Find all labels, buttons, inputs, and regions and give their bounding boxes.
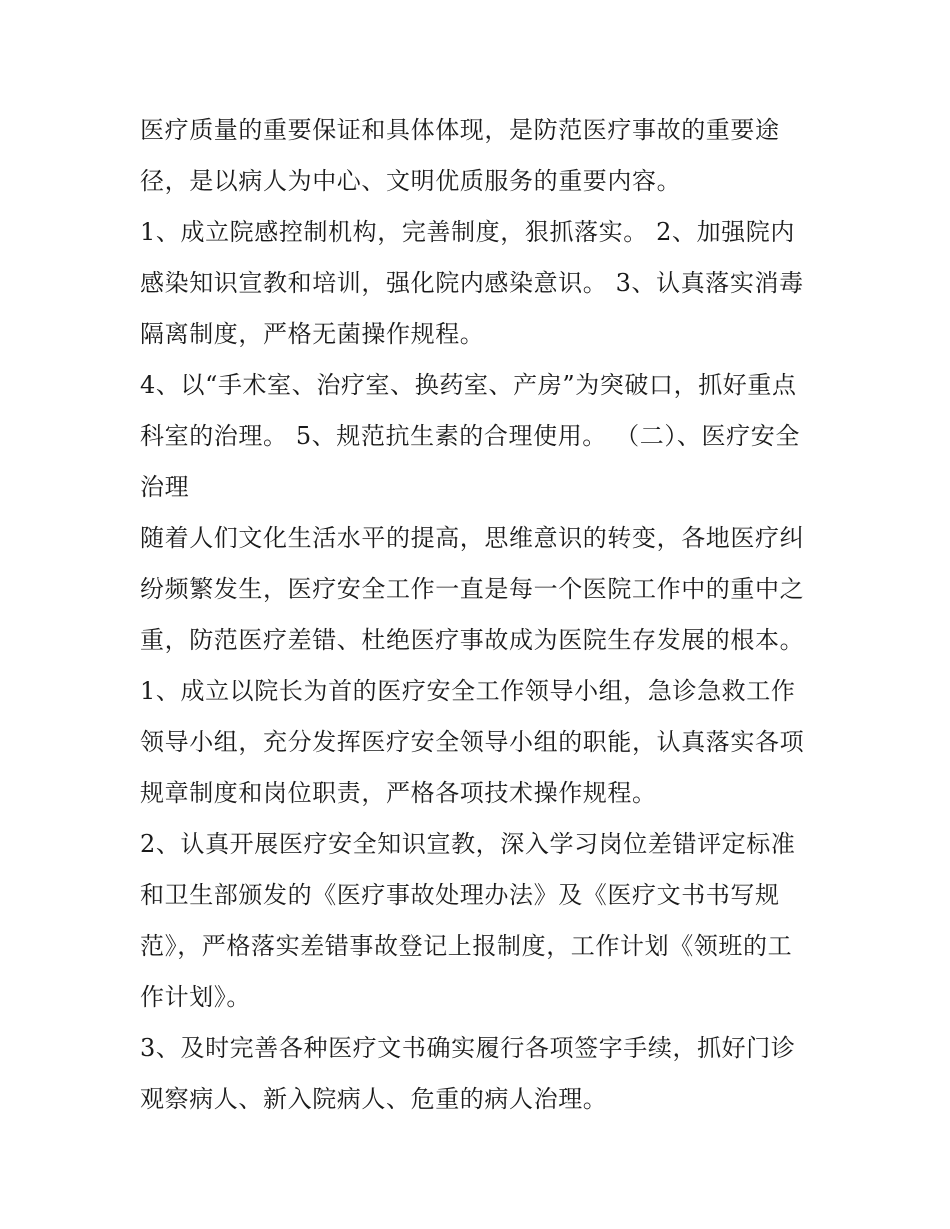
- text-line: 径，是以病人为中心、文明优质服务的重要内容。: [140, 167, 682, 195]
- text-line: 纷频繁发生，医疗安全工作一直是每一个医院工作中的重中之: [140, 575, 805, 603]
- text-line: 规章制度和岗位职责，严格各项技术操作规程。: [140, 779, 657, 807]
- text-line: 医疗质量的重要保证和具体体现，是防范医疗事故的重要途: [140, 116, 780, 144]
- section-heading: 治理: [140, 473, 190, 501]
- text-line: 2、认真开展医疗安全知识宣教，深入学习岗位差错评定标准: [140, 830, 796, 858]
- text-line: 观察病人、新入院病人、危重的病人治理。: [140, 1085, 608, 1113]
- text-line: 和卫生部颁发的《医疗事故处理办法》及《医疗文书书写规: [140, 881, 780, 909]
- text-line: 领导小组，充分发挥医疗安全领导小组的职能，认真落实各项: [140, 728, 805, 756]
- text-line: 3、及时完善各种医疗文书确实履行各项签字手续，抓好门诊: [140, 1034, 796, 1062]
- text-line: 1、成立以院长为首的医疗安全工作领导小组，急诊急救工作: [140, 677, 796, 705]
- text-line: 1、成立院感控制机构，完善制度，狠抓落实。 2、加强院内: [140, 218, 795, 246]
- text-line: 随着人们文化生活水平的提高，思维意识的转变，各地医疗纠: [140, 524, 805, 552]
- text-line: 隔离制度，严格无菌操作规程。: [140, 320, 485, 348]
- text-line: 科室的治理。 5、规范抗生素的合理使用。 （二）、医疗安全: [140, 422, 800, 450]
- text-line: 作计划》。: [140, 983, 251, 1011]
- text-line: 感染知识宣教和培训，强化院内感染意识。 3、认真落实消毒: [140, 269, 804, 297]
- text-line: 重，防范医疗差错、杜绝医疗事故成为医院生存发展的根本。: [140, 626, 805, 654]
- text-line: 4、以“手术室、治疗室、换药室、产房”为突破口，抓好重点: [140, 371, 797, 399]
- document-body: [140, 105, 815, 1125]
- text-line: 范》，严格落实差错事故登记上报制度，工作计划《领班的工: [140, 932, 793, 960]
